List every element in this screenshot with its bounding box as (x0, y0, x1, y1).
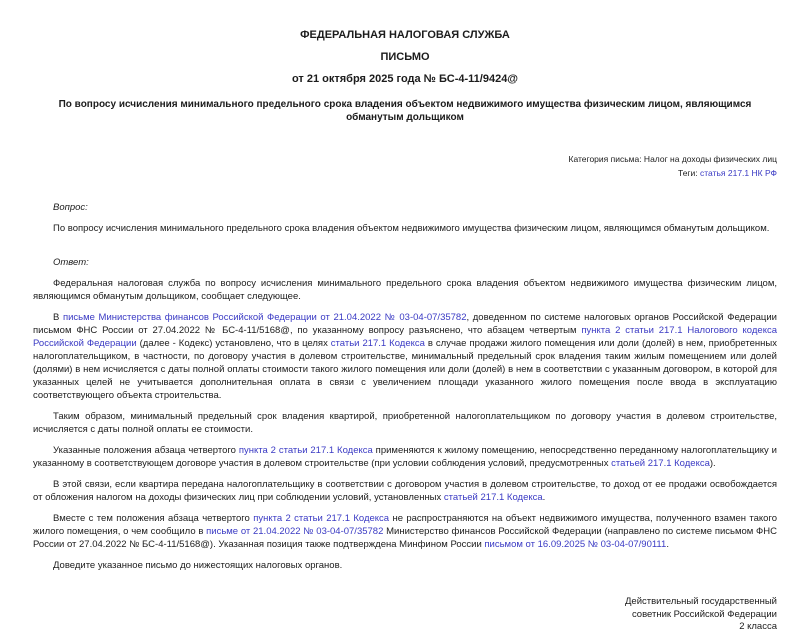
inline-link[interactable]: пункта 2 статьи 217.1 Налогового кодекса Российской Федерации (33, 325, 777, 349)
paragraph: В письме Министерства финансов Российской Федерации от 21.04.2022 № 03-04-07/35782, доведенном по системе налоговых органов Российской Федерации письмом ФНС России от 27.04.2022 № БС-4-11/5168@, по указанному вопросу разъяснено, что абзацем четвертым пункта 2 статьи 217.1 Налогового кодекса Российской Федерации (далее - Кодекс) установлено, что в целях статьи 217.1 Кодекса в случае продажи жилого помещения или доли (долей) в нем, приобретенных налогоплательщиком, в частности, по договору участия в долевом строительстве, минимальный предельный срок владения таким жилым помещением или долей (долями) в нем исчисляется с даты полной оплаты стоимости такого жилого помещения или доли (долей) в нем в соответствии с указанным договором, в которой для указанных целей не учитывается дополнительная оплата в связи с увеличением площади указанного жилого помещения после ввода в эксплуатацию соответствующего объекта строительства. (33, 312, 777, 401)
doc-type: ПИСЬМО (380, 51, 430, 63)
question-label: Вопрос: (53, 202, 88, 213)
document-header (33, 30, 777, 85)
org-name: ФЕДЕРАЛЬНАЯ НАЛОГОВАЯ СЛУЖБА (300, 29, 510, 41)
tags-label: Теги: (677, 167, 700, 178)
tag-link[interactable]: статья 217.1 НК РФ (700, 167, 777, 178)
paragraph: Указанные положения абзаца четвертого пункта 2 статьи 217.1 Кодекса применяются к жилому помещению, непосредственно переданному налогоплательщику и указанному в соответствующем договоре участия в долевом строительстве (при условии соблюдения условий, предусмотренных статьей 217.1 Кодекса). (33, 445, 777, 469)
doc-meta (33, 153, 777, 180)
answer-label: Ответ: (53, 257, 89, 268)
paragraph: В этой связи, если квартира передана налогоплательщику в соответствии с договором участия в долевом строительстве, то доход от ее продажи освобождается от обложения налогом на доходы физических лиц при соблюдении условий, установленных статьей 217.1 Кодекса. (33, 479, 777, 503)
signature-block (33, 596, 777, 634)
paragraph: Вместе с тем положения абзаца четвертого пункта 2 статьи 217.1 Кодекса не распространяются на объект недвижимого имущества, полученного взамен такого жилого помещения, о чем сообщило в письме от 21.04.2022 № 03-04-07/35782 Министерство финансов Российской Федерации (направлено по системе письмом ФНС России от 27.04.2022 № БС-4-11/5168@). Указанная позиция также подтверждена Минфином России письмом от 16.09.2025 № 03-04-07/90111. (33, 513, 777, 550)
signature-line: 2 класса (739, 621, 777, 632)
paragraph: Таким образом, минимальный предельный срок владения квартирой, приобретенной налогоплательщиком по договору участия в долевом строительстве, исчисляется с даты полной оплаты ее стоимости. (33, 411, 777, 435)
inline-link[interactable]: пункта 2 статьи 217.1 Кодекса (238, 445, 373, 456)
answer-paragraphs (33, 277, 777, 572)
inline-link[interactable]: статьей 217.1 Кодекса (443, 492, 543, 503)
inline-link[interactable]: пункта 2 статьи 217.1 Кодекса (253, 513, 390, 524)
paragraph: Доведите указанное письмо до нижестоящих налоговых органов. (53, 560, 343, 571)
doc-date-number: от 21 октября 2025 года № БС-4-11/9424@ (291, 73, 519, 85)
inline-link[interactable]: статьи 217.1 Кодекса (330, 338, 425, 349)
inline-link[interactable]: статьей 217.1 Кодекса (611, 458, 710, 469)
paragraph: Федеральная налоговая служба по вопросу исчисления минимального предельного срока владения объектом недвижимого имущества физическим лицом, являющимся обманутым дольщиком, сообщает следующее. (33, 278, 777, 302)
doc-title: По вопросу исчисления минимального предельного срока владения объектом недвижимого имущества физическим лицом, являющимся обманутым дольщиком (58, 99, 752, 123)
tags-line (33, 167, 777, 181)
question-text: По вопросу исчисления минимального предельного срока владения объектом недвижимого имущества физическим лицом, являющимся обманутым дольщиком. (53, 223, 770, 234)
signature-line: советник Российской Федерации (631, 608, 777, 620)
inline-link[interactable]: письме Министерства финансов Российской Федерации от 21.04.2022 № 03-04-07/35782 (62, 312, 467, 323)
category-line: Категория письма: Налог на доходы физических лиц (568, 154, 777, 164)
inline-link[interactable]: письме от 21.04.2022 № 03-04-07/35782 (206, 526, 384, 537)
inline-link[interactable]: письмом от 16.09.2025 № 03-04-07/90111 (484, 539, 667, 550)
signature-line: Действительный государственный (625, 596, 777, 607)
document-body (33, 201, 777, 572)
